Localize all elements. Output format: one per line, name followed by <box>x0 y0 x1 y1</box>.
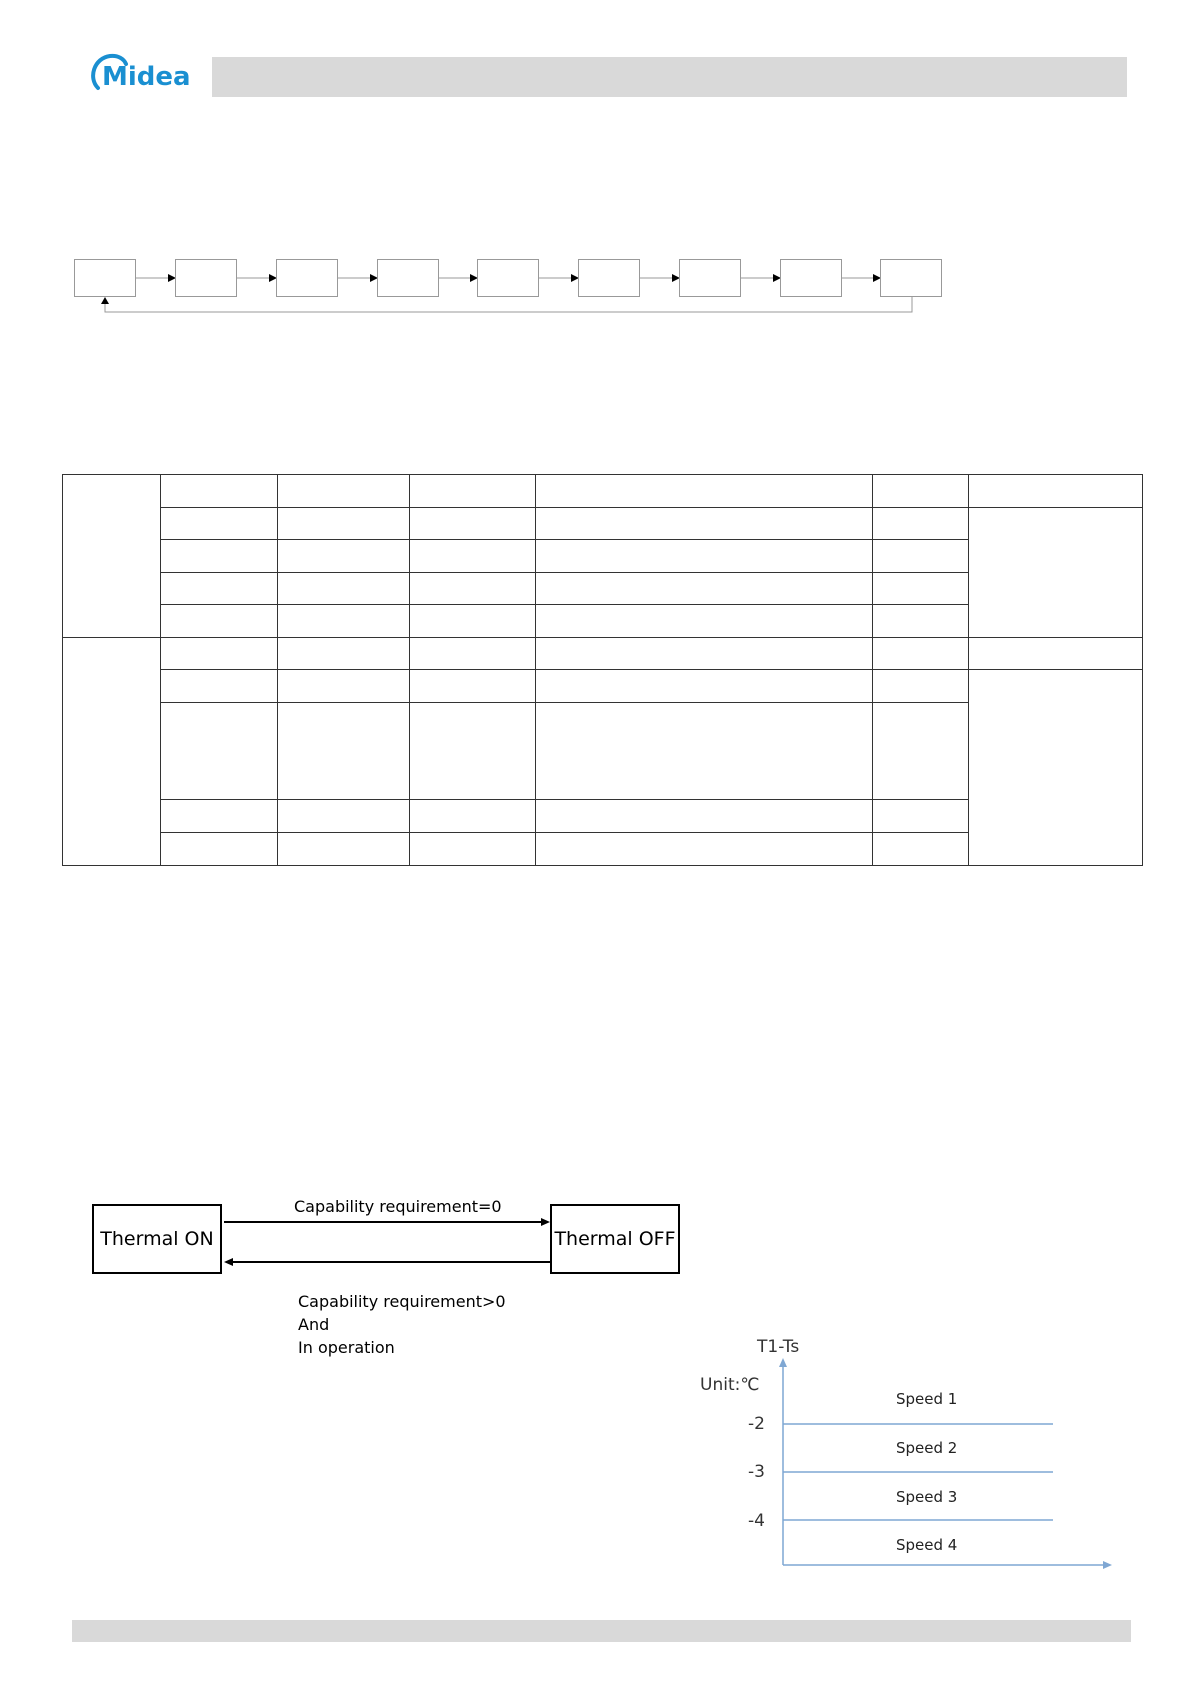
y-axis-arrow-icon <box>779 1358 787 1367</box>
spec-table <box>62 474 1143 866</box>
merged-cell-1 <box>969 508 1143 638</box>
tick-label-1: -2 <box>748 1414 765 1434</box>
thermal-on-state: Thermal ON <box>92 1204 222 1274</box>
table-row <box>63 508 1143 540</box>
thermal-off-state: Thermal OFF <box>550 1204 680 1274</box>
off-to-on-condition-1: Capability requirement>0 <box>298 1292 506 1311</box>
midea-logo <box>88 50 198 100</box>
flow-box-8 <box>780 259 842 297</box>
flow-box-1 <box>74 259 136 297</box>
flow-box-7 <box>679 259 741 297</box>
footer-bar <box>72 1620 1131 1642</box>
header-bar <box>212 57 1127 97</box>
group-cell-1 <box>63 475 161 638</box>
merged-cell-2 <box>969 670 1143 866</box>
table-row <box>63 638 1143 670</box>
group-cell-2 <box>63 638 161 866</box>
flow-box-4 <box>377 259 439 297</box>
flow-box-5 <box>477 259 539 297</box>
flow-box-2 <box>175 259 237 297</box>
on-to-off-condition: Capability requirement=0 <box>294 1197 502 1216</box>
flow-box-3 <box>276 259 338 297</box>
off-to-on-condition-2: And <box>298 1315 330 1334</box>
speed-band-label-1: Speed 1 <box>896 1390 958 1408</box>
tick-label-2: -3 <box>748 1462 765 1482</box>
table-row <box>63 670 1143 703</box>
off-to-on-condition-3: In operation <box>298 1338 395 1357</box>
x-axis-arrow-icon <box>1103 1561 1112 1569</box>
arrow-right-icon <box>541 1218 550 1226</box>
tick-label-3: -4 <box>748 1511 765 1531</box>
y-axis-label: T1-Ts <box>757 1337 800 1357</box>
arrow-left-icon <box>224 1258 233 1266</box>
flow-box-9 <box>880 259 942 297</box>
speed-band-label-2: Speed 2 <box>896 1439 958 1457</box>
flow-box-6 <box>578 259 640 297</box>
speed-band-label-3: Speed 3 <box>896 1488 958 1506</box>
logo-text: Midea <box>102 62 191 92</box>
table-row <box>63 475 1143 508</box>
unit-label: Unit:℃ <box>700 1375 760 1395</box>
speed-band-label-4: Speed 4 <box>896 1536 958 1554</box>
